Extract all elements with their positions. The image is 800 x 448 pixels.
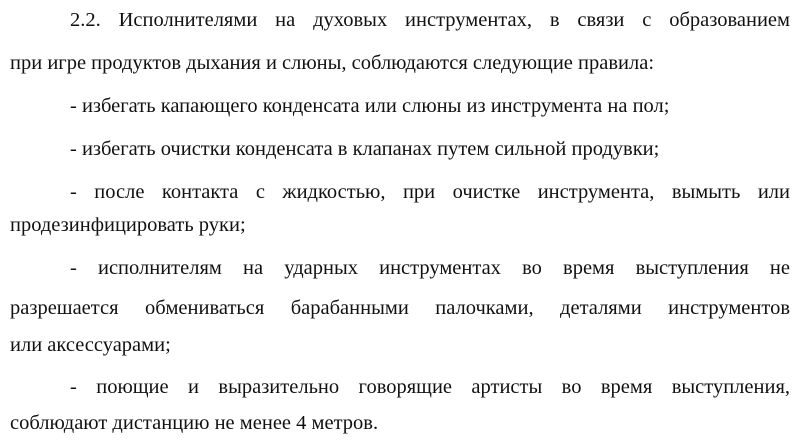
- bullet-percussion-line-3: или аксессуарами;: [10, 334, 171, 356]
- paragraph-2-2-line-1: 2.2. Исполнителями на духовых инструментах, в связи с образованием: [70, 9, 790, 31]
- bullet-percussion-line-2: разрешается обмениваться барабанными палочками, деталями инструментов: [10, 297, 790, 319]
- bullet-percussion-line-1: - исполнителям на ударных инструментах во время выступления не: [70, 257, 790, 279]
- bullet-hand-disinfection-line-1: - после контакта с жидкостью, при очистке инструмента, вымыть или: [70, 181, 790, 203]
- bullet-singers-distance-line-2: соблюдают дистанцию не менее 4 метров.: [10, 412, 379, 434]
- bullet-hand-disinfection-line-2: продезинфицировать руки;: [10, 214, 246, 236]
- bullet-valve-cleaning: - избегать очистки конденсата в клапанах путем сильной продувки;: [70, 138, 660, 160]
- bullet-condensate-floor: - избегать капающего конденсата или слюны из инструмента на пол;: [70, 95, 670, 117]
- paragraph-2-2-line-2: при игре продуктов дыхания и слюны, соблюдаются следующие правила:: [10, 52, 655, 74]
- bullet-singers-distance-line-1: - поющие и выразительно говорящие артисты во время выступления,: [70, 376, 790, 398]
